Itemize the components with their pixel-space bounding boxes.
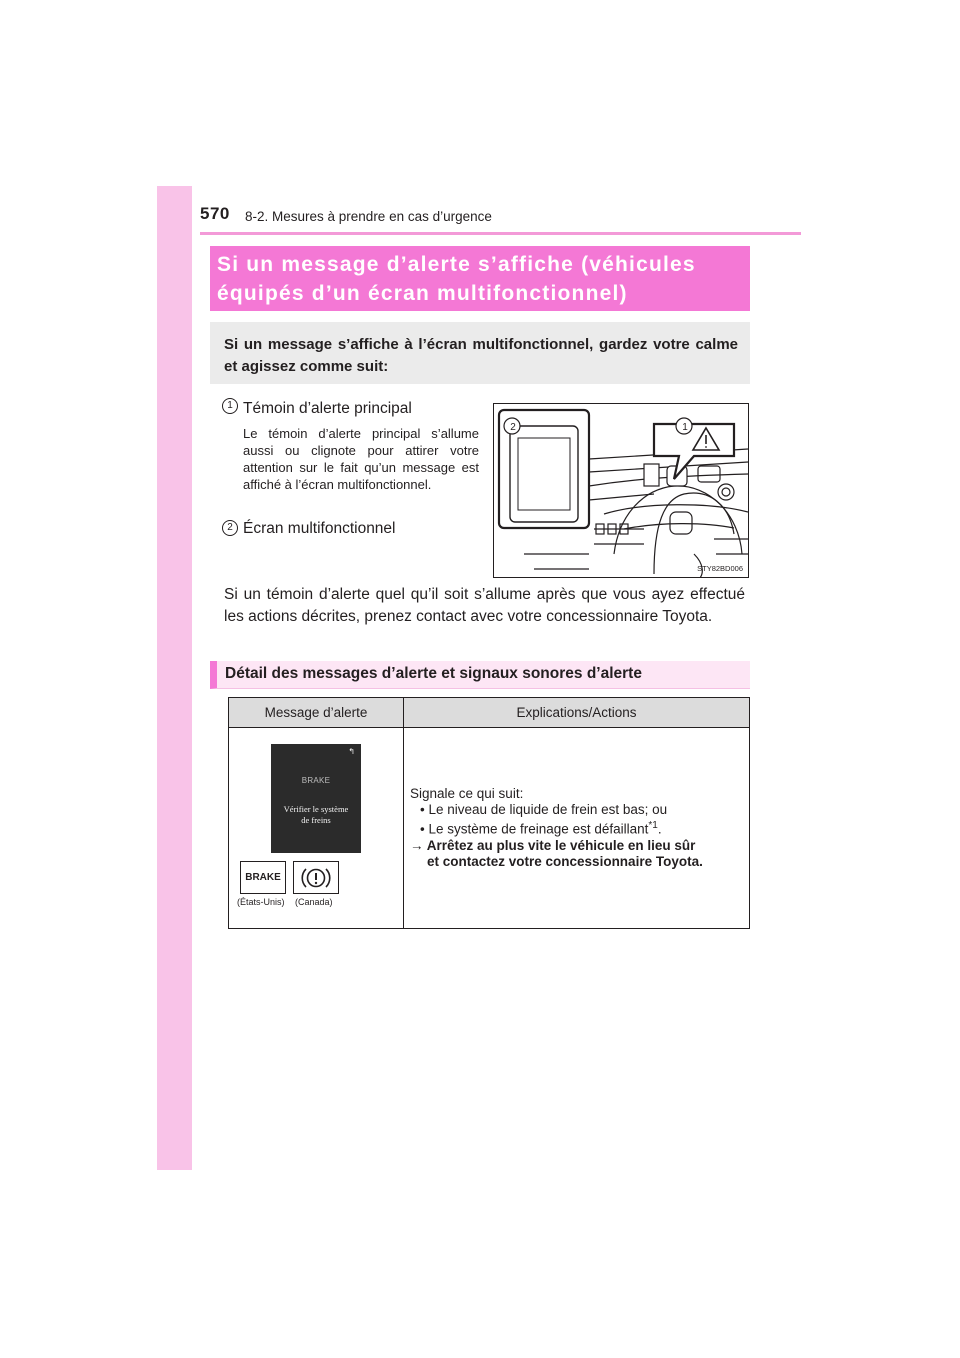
section-reference: 8-2. Mesures à prendre en cas d’urgence bbox=[245, 209, 492, 224]
page-number: 570 bbox=[200, 204, 230, 223]
action-line-2: et contactez votre concessionnaire Toyota. bbox=[427, 853, 703, 869]
explanation-action bbox=[410, 838, 741, 854]
item-number-1: 1 bbox=[222, 398, 238, 414]
multi-information-display-screen bbox=[271, 744, 361, 853]
action-arrow-icon: → bbox=[410, 837, 424, 853]
section-title-line-1: Si un message d’alerte s’affiche (véhicules bbox=[217, 253, 696, 276]
screen-message bbox=[271, 804, 361, 826]
bullet-1-text: Le niveau de liquide de frein est bas; ou bbox=[428, 802, 668, 818]
table-row bbox=[229, 728, 750, 929]
message-image-cell bbox=[229, 728, 404, 929]
warning-message-table bbox=[228, 697, 750, 929]
caption-us: (États-Unis) bbox=[237, 897, 285, 907]
dashboard-diagram bbox=[493, 403, 749, 578]
callout-2: 2 bbox=[510, 422, 516, 433]
screen-title: BRAKE bbox=[301, 776, 331, 785]
subheading: Détail des messages d’alerte et signaux sonores d’alerte bbox=[210, 661, 750, 689]
bullet-2-text: Le système de freinage est défaillant bbox=[428, 821, 649, 837]
item-description-1: Le témoin d’alerte principal s’allume aussi ou clignote pour attirer votre attention sur le fait qu’un message est affiché à l’écran multifonctionnel. bbox=[243, 426, 479, 492]
caption-canada: (Canada) bbox=[295, 897, 333, 907]
diagram-code: STY82BD006 bbox=[697, 564, 743, 573]
explanation-bullet-2: • Le système de freinage est défaillant$^{*1}$. bbox=[420, 820, 662, 837]
item-number-2: 2 bbox=[222, 520, 238, 536]
screen-message-line-2: de freins bbox=[301, 815, 331, 825]
back-arrow-icon: ↰ bbox=[348, 747, 355, 756]
brake-warning-lamp-us: BRAKE bbox=[240, 861, 286, 894]
explanation-cell bbox=[404, 728, 750, 929]
header-rule bbox=[200, 232, 801, 235]
dashboard-illustration bbox=[494, 404, 748, 577]
intro-box: Si un message s’affiche à l’écran multifonctionnel, gardez votre calme et agissez comme suit: bbox=[210, 322, 750, 384]
callout-1: 1 bbox=[682, 422, 688, 433]
explanation-bullet-1: • Le niveau de liquide de frein est bas; ou bbox=[420, 802, 668, 818]
column-header-explanation: Explications/Actions bbox=[404, 698, 750, 728]
item-title-1: Témoin d’alerte principal bbox=[243, 400, 412, 417]
table-header-row bbox=[229, 698, 750, 728]
section-title-line-2: équipés d’un écran multifonctionnel) bbox=[217, 282, 628, 305]
note-paragraph: Si un témoin d’alerte quel qu’il soit s’allume après que vous ayez effectué les actions décrites, prenez contact avec votre concessionnaire Toyota. bbox=[224, 586, 745, 625]
brake-warning-icon bbox=[299, 865, 333, 891]
section-title bbox=[210, 246, 750, 311]
item-title-2: Écran multifonctionnel bbox=[243, 520, 396, 537]
action-line-1: Arrêtez au plus vite le véhicule en lieu sûr bbox=[426, 837, 696, 853]
brake-warning-lamp-canada bbox=[293, 861, 339, 894]
screen-message-line-1: Vérifier le système bbox=[283, 804, 349, 814]
explanation-intro: Signale ce qui suit: bbox=[410, 786, 524, 802]
side-color-strip bbox=[157, 186, 192, 1170]
column-header-message: Message d’alerte bbox=[229, 698, 404, 728]
footnote-ref: *1 bbox=[648, 820, 658, 832]
